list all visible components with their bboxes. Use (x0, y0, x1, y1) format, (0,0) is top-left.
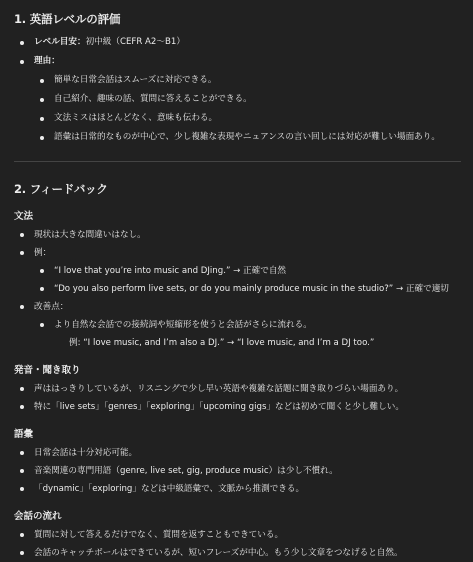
vocabulary-heading: 語彙 (14, 429, 34, 441)
pronunciation-heading: 発音・聞き取り (14, 365, 81, 377)
flow-item: 質問に対して答えるだけでなく、質問を返すこともできている。 (14, 526, 467, 544)
grammar-improve-item: より自然な会話での接続詞や短縮形を使うと会話がさらに流れる。 (14, 316, 467, 334)
vocabulary-item: 「dynamic」「exploring」などは中級語彙で、文脈から推測できる。 (14, 480, 467, 498)
examples-label: 例： (34, 248, 52, 258)
level-value: 初中級（CEFR A2〜B1） (85, 37, 185, 47)
flow-heading: 会話の流れ (14, 511, 62, 523)
vocabulary-item: 音楽関連の専門用語（genre, live set, gig, produce music）は少し不慣れ。 (14, 462, 467, 480)
grammar-heading: 文法 (14, 211, 34, 223)
level-item (14, 33, 467, 52)
pronunciation-item: 声ははっきりしているが、リスニングで少し早い英語や複雑な話題に聞き取りづらい場面あり。 (14, 380, 467, 398)
vocabulary-item: 日常会話は十分対応可能。 (14, 444, 467, 462)
pronunciation-item: 特に「live sets」「genres」「exploring」「upcoming gigs」などは初めて聞くと少し難しい。 (14, 398, 467, 416)
section1-heading: 1. 英語レベルの評価 (14, 12, 121, 27)
section2-heading: 2. フィードバック (14, 181, 108, 196)
reason-list-item: 自己紹介、趣味の話、質問に答えることができる。 (14, 90, 467, 109)
grammar-example: “I love that you’re into music and DJing.” → 正確で自然 (14, 262, 467, 280)
reason-list-item: 文法ミスはほとんどなく、意味も伝わる。 (14, 109, 467, 128)
grammar-improve-label (14, 298, 467, 316)
improve-label: 改善点： (34, 302, 69, 312)
grammar-improve-example: 例: “I love music, and I’m also a DJ.” → “I love music, and I’m a DJ too.” (69, 338, 375, 348)
level-label: レベル目安： (34, 37, 86, 47)
flow-item: 会話のキャッチボールはできているが、短いフレーズが中心。もう少し文章をつなげると自然。 (14, 544, 467, 562)
grammar-item: 現状は大きな間違いはなし。 (14, 226, 467, 244)
reason-list-item: 語彙は日常的なものが中心で、少し複雑な表現やニュアンスの言い回しには対応が難しい場面あり。 (14, 128, 467, 147)
reason-label: 理由： (34, 56, 60, 66)
grammar-examples-label (14, 244, 467, 262)
reason-item (14, 52, 467, 71)
reason-list-item: 簡単な日常会話はスムーズに対応できる。 (14, 71, 467, 90)
grammar-example: “Do you also perform live sets, or do you mainly produce music in the studio?” → 正確で適切 (14, 280, 467, 298)
